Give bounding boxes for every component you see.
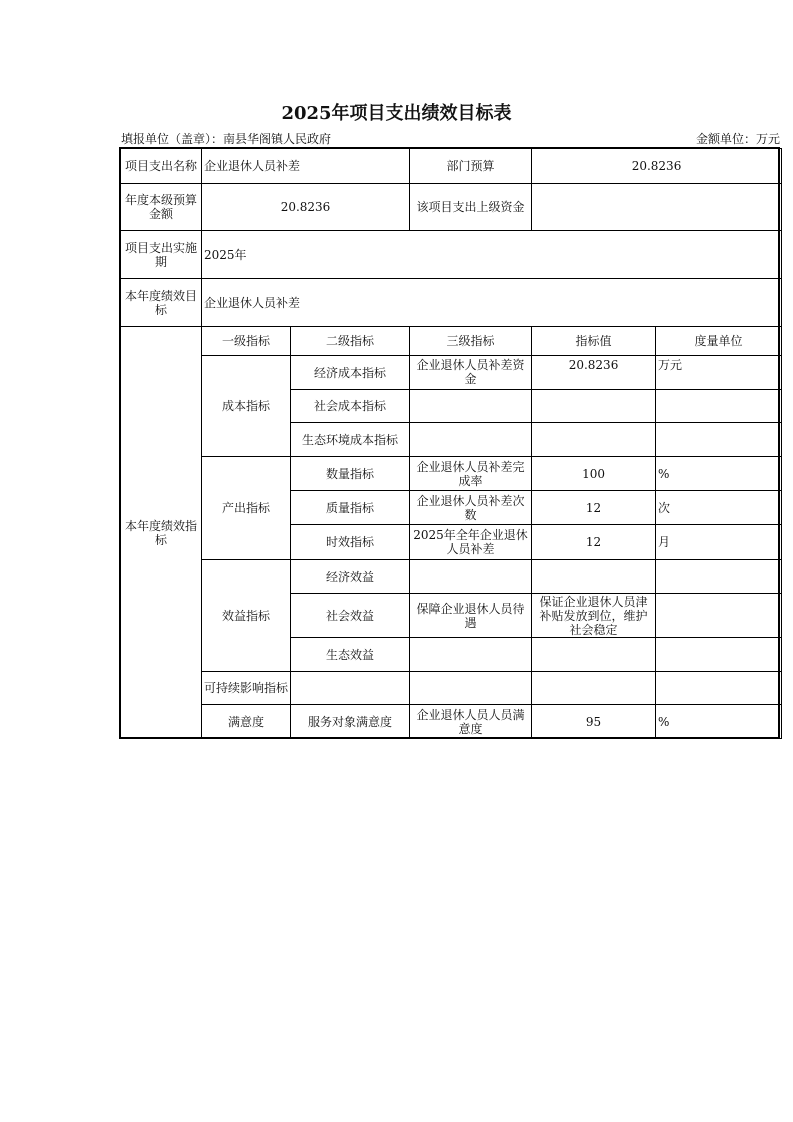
period-label: 项目支出实施期 (121, 231, 202, 279)
output-indicator-label: 产出指标 (202, 457, 291, 560)
page-title: 2025年项目支出绩效目标表 (281, 103, 512, 124)
output-value: 100 (532, 457, 656, 491)
output-value: 12 (532, 525, 656, 560)
project-name: 企业退休人员补差 (202, 149, 410, 184)
cost-indicator-label: 成本指标 (202, 356, 291, 457)
satisfaction-indicator-label: 满意度 (202, 705, 291, 739)
performance-table (120, 148, 782, 739)
benefit-l2: 经济效益 (291, 560, 410, 594)
cost-l2: 生态环境成本指标 (291, 423, 410, 457)
cost-l3 (410, 423, 532, 457)
benefit-l3 (410, 638, 532, 672)
header-unit: 度量单位 (656, 327, 782, 356)
period: 2025年 (202, 231, 782, 279)
sustain-unit (656, 672, 782, 705)
benefit-indicator-label: 效益指标 (202, 560, 291, 672)
cost-l3 (410, 390, 532, 423)
output-unit: % (656, 457, 782, 491)
dept-budget-label: 部门预算 (410, 149, 532, 184)
output-l3: 企业退休人员补差完成率 (410, 457, 532, 491)
output-value: 12 (532, 491, 656, 525)
benefit-value (532, 638, 656, 672)
sustain-indicator-label: 可持续影响指标 (202, 672, 291, 705)
satisfaction-l3: 企业退休人员人员满意度 (410, 705, 532, 739)
output-l3: 企业退休人员补差次数 (410, 491, 532, 525)
cost-unit (656, 390, 782, 423)
satisfaction-l2: 服务对象满意度 (291, 705, 410, 739)
project-name-label: 项目支出名称 (121, 149, 202, 184)
annual-budget-label: 年度本级预算金额 (121, 184, 202, 231)
cost-value: 20.8236 (532, 356, 656, 390)
benefit-l3 (410, 560, 532, 594)
header-level1: 一级指标 (202, 327, 291, 356)
benefit-l3: 保障企业退休人员待遇 (410, 594, 532, 638)
benefit-unit (656, 594, 782, 638)
benefit-unit (656, 560, 782, 594)
output-unit: 次 (656, 491, 782, 525)
sustain-l2 (291, 672, 410, 705)
sustain-l3 (410, 672, 532, 705)
satisfaction-value: 95 (532, 705, 656, 739)
benefit-unit (656, 638, 782, 672)
annual-budget: 20.8236 (202, 184, 410, 231)
cost-value (532, 390, 656, 423)
header-level2: 二级指标 (291, 327, 410, 356)
output-l2: 质量指标 (291, 491, 410, 525)
goal: 企业退休人员补差 (202, 279, 782, 327)
indicators-section-label: 本年度绩效指标 (121, 327, 202, 739)
output-unit: 月 (656, 525, 782, 560)
sustain-value (532, 672, 656, 705)
cost-unit: 万元 (656, 356, 782, 390)
upper-fund (532, 184, 782, 231)
satisfaction-unit: % (656, 705, 782, 739)
cost-l2: 社会成本指标 (291, 390, 410, 423)
cost-l3: 企业退休人员补差资金 (410, 356, 532, 390)
benefit-value (532, 560, 656, 594)
benefit-l2: 生态效益 (291, 638, 410, 672)
goal-label: 本年度绩效目标 (121, 279, 202, 327)
benefit-l2: 社会效益 (291, 594, 410, 638)
cost-value (532, 423, 656, 457)
header-level3: 三级指标 (410, 327, 532, 356)
dept-budget: 20.8236 (532, 149, 782, 184)
currency-unit: 金额单位：万元 (695, 132, 780, 146)
reporting-unit: 填报单位（盖章）：南县华阁镇人民政府 (121, 132, 332, 146)
header-value: 指标值 (532, 327, 656, 356)
cost-unit (656, 423, 782, 457)
cost-l2: 经济成本指标 (291, 356, 410, 390)
output-l2: 时效指标 (291, 525, 410, 560)
benefit-value: 保证企业退休人员津补贴发放到位，维护社会稳定 (532, 594, 656, 638)
output-l2: 数量指标 (291, 457, 410, 491)
upper-fund-label: 该项目支出上级资金 (410, 184, 532, 231)
output-l3: 2025年全年企业退休人员补差 (410, 525, 532, 560)
